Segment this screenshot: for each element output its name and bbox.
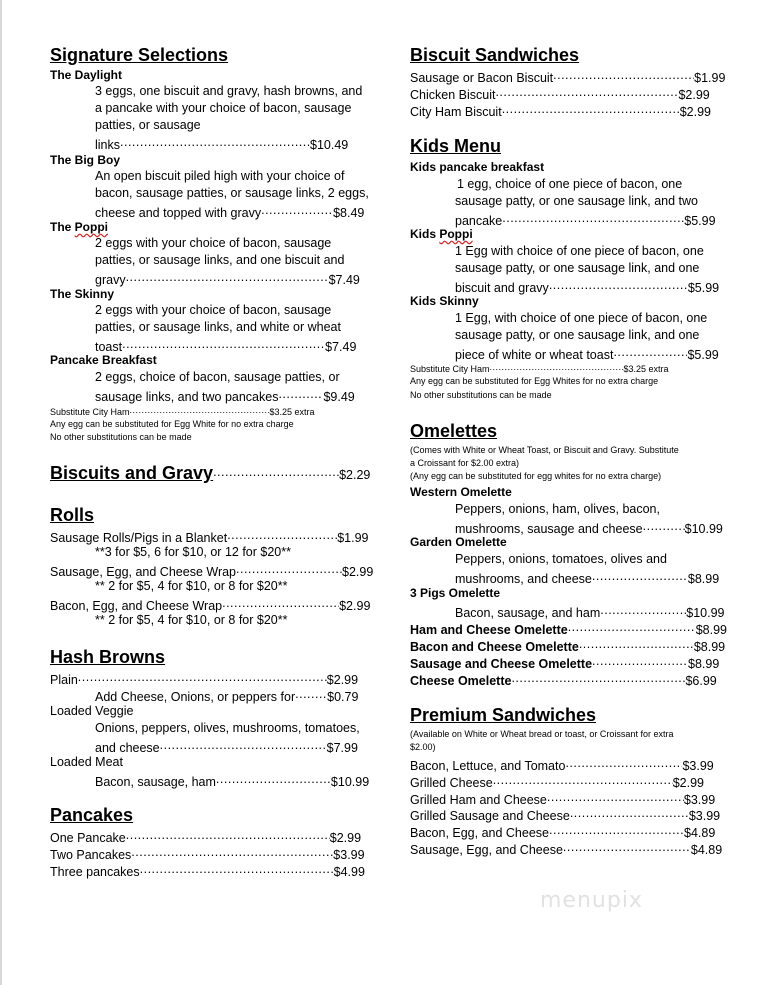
kids-poppi-word: Poppi bbox=[439, 227, 473, 241]
item-label: Sausage and Cheese Omelette bbox=[410, 657, 593, 671]
bigboy-desc-3: cheese and topped with gravy bbox=[95, 206, 262, 220]
premium-heading: Premium Sandwiches bbox=[410, 705, 597, 725]
item-price: $0.79 bbox=[327, 690, 359, 704]
signature-note-3: No other substitutions can be made bbox=[50, 432, 192, 442]
item-label: biscuit and gravy bbox=[455, 281, 549, 295]
biscuits-gravy-line bbox=[50, 463, 370, 484]
kids-poppi-desc-1: 1 Egg with choice of one piece of bacon, one bbox=[455, 244, 704, 258]
omelettes-intro-3: (Any egg can be substituted for egg whites for no extra charge) bbox=[410, 471, 662, 481]
note-price: $3.25 extra bbox=[623, 364, 669, 374]
premium-item-5 bbox=[410, 823, 715, 840]
pigs-omelette-line bbox=[455, 603, 724, 620]
daylight-price: $10.49 bbox=[310, 138, 349, 152]
rolls-item-3 bbox=[50, 596, 370, 613]
item-price: $2.99 bbox=[679, 105, 711, 119]
rolls-deal-3: ** 2 for $5, 4 for $10, or 8 for $20** bbox=[95, 613, 288, 627]
rolls-item-1 bbox=[50, 528, 368, 545]
biscuit-item-2 bbox=[410, 85, 710, 102]
biscuit-sandwiches-heading: Biscuit Sandwiches bbox=[410, 45, 580, 65]
skinny-line bbox=[95, 337, 356, 354]
item-label: Cheese Omelette bbox=[410, 674, 512, 688]
item-label: Grilled Cheese bbox=[410, 776, 493, 790]
item-price: $2.99 bbox=[326, 673, 359, 687]
daylight-desc-2: a pancake with your choice of bacon, sausage bbox=[95, 101, 352, 115]
kids-pancake-line bbox=[455, 211, 716, 228]
western-omelette-name: Western Omelette bbox=[410, 485, 512, 499]
pancake-breakfast-desc-2: sausage links, and two pancakes bbox=[95, 390, 279, 404]
poppi-prefix: The bbox=[50, 220, 75, 234]
daylight-line bbox=[95, 135, 348, 152]
kids-heading: Kids Menu bbox=[410, 136, 502, 156]
item-price: $4.99 bbox=[333, 865, 365, 879]
hash-veggie-name: Loaded Veggie bbox=[50, 704, 134, 718]
pancake-breakfast-name: Pancake Breakfast bbox=[50, 353, 157, 367]
biscuits-gravy-heading: Biscuits and Gravy bbox=[50, 463, 214, 483]
item-price: $5.99 bbox=[687, 348, 719, 362]
item-price: $8.99 bbox=[693, 640, 726, 654]
kids-skinny-line bbox=[455, 345, 719, 362]
bacon-cheese-omelette-line bbox=[410, 637, 725, 654]
item-label: Bacon, sausage, ham bbox=[95, 775, 216, 789]
item-label: Sausage, Egg, and Cheese Wrap bbox=[50, 565, 237, 579]
premium-item-4 bbox=[410, 806, 720, 823]
item-label: Grilled Sausage and Cheese bbox=[410, 809, 570, 823]
item-price: $3.99 bbox=[683, 793, 716, 807]
skinny-desc-1: 2 eggs with your choice of bacon, sausage bbox=[95, 303, 332, 317]
item-label: Bacon and Cheese Omelette bbox=[410, 640, 579, 654]
item-price: $6.99 bbox=[685, 674, 717, 688]
signature-heading: Signature Selections bbox=[50, 45, 229, 65]
hash-meat-name: Loaded Meat bbox=[50, 755, 123, 769]
hash-veggie-desc-1: Onions, peppers, olives, mushrooms, tomatoes, bbox=[95, 721, 360, 735]
item-label: Two Pancakes bbox=[50, 848, 132, 862]
item-price: $10.99 bbox=[684, 522, 723, 536]
kids-poppi-desc-2: sausage patty, or one sausage link, and one bbox=[455, 261, 700, 275]
pigs-omelette-name: 3 Pigs Omelette bbox=[410, 586, 501, 600]
kids-poppi-prefix: Kids bbox=[410, 227, 440, 241]
daylight-desc-3: patties, or sausage bbox=[95, 118, 201, 132]
item-label: Bacon, Lettuce, and Tomato bbox=[410, 759, 566, 773]
hash-meat-line bbox=[95, 772, 369, 789]
page-edge bbox=[0, 0, 2, 985]
item-price: $3.99 bbox=[688, 809, 721, 823]
signature-note-2: Any egg can be substituted for Egg White for no extra charge bbox=[50, 419, 294, 429]
bigboy-name: The Big Boy bbox=[50, 153, 121, 167]
note-text: Substitute City Ham bbox=[410, 364, 490, 374]
item-label: piece of white or wheat toast bbox=[455, 348, 614, 362]
poppi-price: $7.49 bbox=[328, 273, 360, 287]
daylight-desc-1: 3 eggs, one biscuit and gravy, hash browns, and bbox=[95, 84, 363, 98]
kids-note-3: No other substitutions can be made bbox=[410, 390, 552, 400]
item-label: Bacon, Egg, and Cheese bbox=[410, 826, 549, 840]
omelettes-heading: Omelettes bbox=[410, 421, 498, 441]
garden-omelette-desc-1: Peppers, onions, tomatoes, olives and bbox=[455, 552, 667, 566]
pancake-breakfast-desc-1: 2 eggs, choice of bacon, sausage patties, or bbox=[95, 370, 340, 384]
pancake-breakfast-line bbox=[95, 387, 355, 404]
hash-veggie-line bbox=[95, 738, 358, 755]
kids-pancake-name: Kids pancake breakfast bbox=[410, 160, 545, 174]
pancakes-item-2 bbox=[50, 845, 365, 862]
skinny-price: $7.49 bbox=[325, 340, 357, 354]
bigboy-desc-2: bacon, sausage patties, or sausage links, 2 eggs, bbox=[95, 186, 369, 200]
item-price: $4.89 bbox=[684, 826, 716, 840]
item-price: $5.99 bbox=[687, 281, 720, 295]
poppi-desc-1: 2 eggs with your choice of bacon, sausage bbox=[95, 236, 332, 250]
pancake-breakfast-price: $9.49 bbox=[323, 390, 355, 404]
item-price: $8.99 bbox=[695, 623, 727, 637]
rolls-deal-2: ** 2 for $5, 4 for $10, or 8 for $20** bbox=[95, 579, 288, 593]
daylight-name: The Daylight bbox=[50, 68, 123, 82]
bigboy-line bbox=[95, 203, 364, 220]
note-price: $3.25 extra bbox=[269, 407, 315, 417]
item-price: $8.99 bbox=[687, 572, 720, 586]
garden-omelette-line bbox=[455, 569, 719, 586]
bigboy-desc-1: An open biscuit piled high with your choice of bbox=[95, 169, 345, 183]
poppi-line bbox=[95, 270, 360, 287]
rolls-deal-1: **3 for $5, 6 for $10, or 12 for $20** bbox=[95, 545, 291, 559]
cheese-omelette-line bbox=[410, 671, 717, 688]
item-label: Bacon, Egg, and Cheese Wrap bbox=[50, 599, 223, 613]
item-price: $2.99 bbox=[672, 776, 704, 790]
pancakes-item-3 bbox=[50, 862, 365, 879]
item-price: $5.99 bbox=[684, 214, 716, 228]
premium-item-3 bbox=[410, 790, 715, 807]
biscuit-item-3 bbox=[410, 102, 711, 119]
item-label: Three pancakes bbox=[50, 865, 140, 879]
item-price: $8.99 bbox=[688, 657, 720, 671]
skinny-name: The Skinny bbox=[50, 287, 115, 301]
item-price: $1.99 bbox=[694, 71, 726, 85]
ham-cheese-omelette-line bbox=[410, 620, 727, 637]
item-label: Add Cheese, Onions, or peppers for bbox=[95, 690, 296, 704]
item-label: mushrooms, and cheese bbox=[455, 572, 592, 586]
western-omelette-desc-1: Peppers, onions, ham, olives, bacon, bbox=[455, 502, 660, 516]
item-label: Sausage, Egg, and Cheese bbox=[410, 843, 563, 857]
hash-add-line bbox=[95, 687, 358, 704]
biscuits-gravy-price: $2.29 bbox=[339, 468, 371, 482]
item-price: $4.89 bbox=[690, 843, 723, 857]
kids-skinny-name: Kids Skinny bbox=[410, 294, 479, 308]
item-label: mushrooms, sausage and cheese bbox=[455, 522, 643, 536]
poppi-desc-2: patties, or sausage links, and one biscuit and bbox=[95, 253, 345, 267]
omelettes-intro-2: a Croissant for $2.00 extra) bbox=[410, 458, 520, 468]
premium-item-6 bbox=[410, 840, 722, 857]
kids-pancake-desc-2: sausage patty, or one sausage link, and two bbox=[455, 194, 698, 208]
item-price: $7.99 bbox=[326, 741, 358, 755]
item-label: pancake bbox=[455, 214, 503, 228]
pancakes-heading: Pancakes bbox=[50, 805, 134, 825]
item-label: Grilled Ham and Cheese bbox=[410, 793, 547, 807]
kids-note-1 bbox=[410, 362, 669, 374]
item-label: Ham and Cheese Omelette bbox=[410, 623, 568, 637]
item-label: Chicken Biscuit bbox=[410, 88, 496, 102]
sausage-cheese-omelette-line bbox=[410, 654, 719, 671]
kids-poppi-line bbox=[455, 278, 719, 295]
item-price: $2.99 bbox=[339, 599, 371, 613]
item-price: $3.99 bbox=[333, 848, 365, 862]
item-label: and cheese bbox=[95, 741, 160, 755]
item-label: City Ham Biscuit bbox=[410, 105, 502, 119]
skinny-desc-2: patties, or sausage links, and white or wheat bbox=[95, 320, 341, 334]
rolls-item-2 bbox=[50, 562, 373, 579]
omelettes-intro-1: (Comes with White or Wheat Toast, or Biscuit and Gravy. Substitute bbox=[410, 445, 679, 455]
daylight-desc-4: links bbox=[95, 138, 121, 152]
kids-poppi-name bbox=[410, 227, 473, 241]
item-label: Sausage Rolls/Pigs in a Blanket bbox=[50, 531, 228, 545]
premium-item-2 bbox=[410, 773, 704, 790]
premium-intro-1: (Available on White or Wheat bread or toast, or Croissant for extra bbox=[410, 729, 674, 739]
item-price: $3.99 bbox=[682, 759, 714, 773]
signature-note-1 bbox=[50, 405, 315, 417]
poppi-word: Poppi bbox=[74, 220, 108, 234]
biscuit-item-1 bbox=[410, 68, 725, 85]
garden-omelette-name: Garden Omelette bbox=[410, 535, 507, 549]
pancakes-item-1 bbox=[50, 828, 361, 845]
item-label: One Pancake bbox=[50, 831, 126, 845]
item-price: $1.99 bbox=[337, 531, 369, 545]
item-price: $2.99 bbox=[678, 88, 710, 102]
item-label: Sausage or Bacon Biscuit bbox=[410, 71, 554, 85]
kids-skinny-desc-2: sausage patty, or one sausage link, and one bbox=[455, 328, 700, 342]
kids-pancake-desc-1: 1 egg, choice of one piece of bacon, one bbox=[457, 177, 683, 191]
item-price: $10.99 bbox=[686, 606, 725, 620]
watermark: menupix bbox=[540, 888, 643, 913]
western-omelette-line bbox=[455, 519, 723, 536]
rolls-heading: Rolls bbox=[50, 505, 95, 525]
item-price: $2.99 bbox=[329, 831, 362, 845]
bigboy-price: $8.49 bbox=[333, 206, 365, 220]
item-label: Plain bbox=[50, 673, 78, 687]
note-text: Substitute City Ham bbox=[50, 407, 130, 417]
kids-skinny-desc-1: 1 Egg, with choice of one piece of bacon, one bbox=[455, 311, 708, 325]
kids-note-2: Any egg can be substituted for Egg Whites for no extra charge bbox=[410, 376, 659, 386]
premium-intro-2: $2.00) bbox=[410, 742, 436, 752]
poppi-desc-3: gravy bbox=[95, 273, 126, 287]
hash-plain-line bbox=[50, 670, 358, 687]
hash-heading: Hash Browns bbox=[50, 647, 166, 667]
premium-item-1 bbox=[410, 756, 714, 773]
item-price: $2.99 bbox=[342, 565, 374, 579]
poppi-name bbox=[50, 220, 108, 234]
item-label: Bacon, sausage, and ham bbox=[455, 606, 601, 620]
item-price: $10.99 bbox=[330, 775, 370, 789]
skinny-desc-3: toast bbox=[95, 340, 123, 354]
